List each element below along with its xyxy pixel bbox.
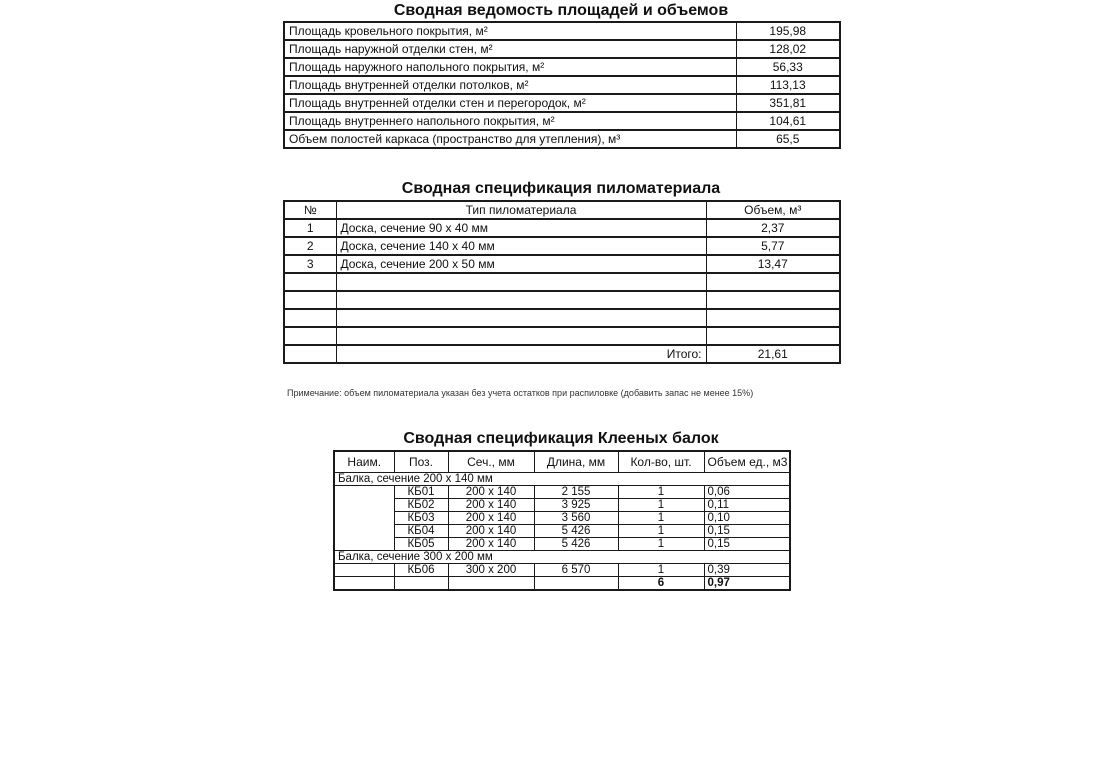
length-cell: 5 426 — [534, 537, 618, 550]
pos-header-cell: Поз. — [394, 451, 448, 472]
qty-header-cell: Кол-во, шт. — [618, 451, 704, 472]
empty-cell — [334, 576, 394, 590]
empty-cell — [336, 273, 706, 291]
pos-cell: КБ06 — [394, 563, 448, 576]
empty-row — [284, 291, 840, 309]
section-cell: 200 х 140 — [448, 524, 534, 537]
length-cell: 6 570 — [534, 563, 618, 576]
pos-cell: КБ03 — [394, 511, 448, 524]
area-value-cell: 104,61 — [736, 112, 840, 130]
group-header-row — [334, 472, 790, 485]
name-cell — [334, 485, 394, 550]
beams-table-title: Сводная спецификация Клееных балок — [403, 430, 719, 447]
pos-cell: КБ02 — [394, 498, 448, 511]
area-value-cell: 128,02 — [736, 40, 840, 58]
unit-volume-cell: 0,10 — [704, 511, 790, 524]
pos-cell: КБ01 — [394, 485, 448, 498]
table-row — [284, 237, 840, 255]
unit-volume-header-cell: Объем ед., м3 — [704, 451, 790, 472]
section-header-cell: Сеч., мм — [448, 451, 534, 472]
name-cell — [334, 563, 394, 576]
section-cell: 300 х 200 — [448, 563, 534, 576]
section-cell: 200 х 140 — [448, 485, 534, 498]
total-row — [284, 345, 840, 363]
row-num-cell: 2 — [284, 237, 336, 255]
table-row — [284, 76, 840, 94]
pos-cell: КБ04 — [394, 524, 448, 537]
volume-cell: 2,37 — [706, 219, 840, 237]
table-row — [284, 112, 840, 130]
total-row — [334, 576, 790, 590]
group-header-cell: Балка, сечение 300 х 200 мм — [334, 550, 790, 563]
empty-row — [284, 309, 840, 327]
empty-row — [284, 273, 840, 291]
table-row — [284, 219, 840, 237]
group-header-row — [334, 550, 790, 563]
num-header-cell: № — [284, 201, 336, 219]
type-header-cell: Тип пиломатериала — [336, 201, 706, 219]
header-row — [284, 201, 840, 219]
section-cell: 200 х 140 — [448, 537, 534, 550]
empty-cell — [706, 291, 840, 309]
section-cell: 200 х 140 — [448, 511, 534, 524]
volume-cell: 5,77 — [706, 237, 840, 255]
empty-cell — [336, 291, 706, 309]
area-name-cell: Площадь внутренней отделки потолков, м² — [284, 76, 736, 94]
section-cell: 200 х 140 — [448, 498, 534, 511]
length-cell: 2 155 — [534, 485, 618, 498]
empty-cell — [534, 576, 618, 590]
length-cell: 3 925 — [534, 498, 618, 511]
area-name-cell: Объем полостей каркаса (пространство для утепления), м³ — [284, 130, 736, 148]
empty-cell — [706, 309, 840, 327]
beams-table — [333, 450, 791, 591]
empty-cell — [284, 291, 336, 309]
table-row — [334, 485, 790, 498]
area-value-cell: 56,33 — [736, 58, 840, 76]
table-row — [284, 255, 840, 273]
table-row — [334, 498, 790, 511]
unit-volume-cell: 0,11 — [704, 498, 790, 511]
table-row — [334, 511, 790, 524]
table-row — [284, 22, 840, 40]
length-cell: 5 426 — [534, 524, 618, 537]
qty-cell: 1 — [618, 563, 704, 576]
empty-cell — [284, 327, 336, 345]
unit-volume-cell: 0,06 — [704, 485, 790, 498]
name-header-cell: Наим. — [334, 451, 394, 472]
empty-cell — [706, 327, 840, 345]
table-row — [284, 94, 840, 112]
volume-cell: 13,47 — [706, 255, 840, 273]
volume-header-cell: Объем, м³ — [706, 201, 840, 219]
row-num-cell: 1 — [284, 219, 336, 237]
empty-cell — [284, 345, 336, 363]
table-row — [284, 130, 840, 148]
area-name-cell: Площадь внутренней отделки стен и перегородок, м² — [284, 94, 736, 112]
areas-table — [283, 21, 841, 149]
area-value-cell: 65,5 — [736, 130, 840, 148]
qty-cell: 1 — [618, 498, 704, 511]
total-qty-cell: 6 — [618, 576, 704, 590]
lumber-note: Примечание: объем пиломатериала указан без учета остатков при распиловке (добавить запас не менее 15%) — [287, 388, 754, 398]
lumber-type-cell: Доска, сечение 200 х 50 мм — [336, 255, 706, 273]
total-volume-cell: 0,97 — [704, 576, 790, 590]
qty-cell: 1 — [618, 524, 704, 537]
area-name-cell: Площадь внутреннего напольного покрытия, м² — [284, 112, 736, 130]
unit-volume-cell: 0,39 — [704, 563, 790, 576]
unit-volume-cell: 0,15 — [704, 537, 790, 550]
length-cell: 3 560 — [534, 511, 618, 524]
table-row — [284, 40, 840, 58]
unit-volume-cell: 0,15 — [704, 524, 790, 537]
length-header-cell: Длина, мм — [534, 451, 618, 472]
header-row — [334, 451, 790, 472]
qty-cell: 1 — [618, 511, 704, 524]
total-label-cell: Итого: — [336, 345, 706, 363]
lumber-type-cell: Доска, сечение 90 х 40 мм — [336, 219, 706, 237]
empty-cell — [706, 273, 840, 291]
total-value-cell: 21,61 — [706, 345, 840, 363]
table-row — [334, 563, 790, 576]
areas-table-title: Сводная ведомость площадей и объемов — [393, 2, 729, 19]
area-name-cell: Площадь наружного напольного покрытия, м² — [284, 58, 736, 76]
empty-cell — [394, 576, 448, 590]
area-value-cell: 351,81 — [736, 94, 840, 112]
lumber-table — [283, 200, 841, 364]
group-header-cell: Балка, сечение 200 х 140 мм — [334, 472, 790, 485]
qty-cell: 1 — [618, 537, 704, 550]
empty-cell — [336, 309, 706, 327]
empty-cell — [336, 327, 706, 345]
empty-cell — [284, 273, 336, 291]
lumber-table-title: Сводная спецификация пиломатериала — [401, 180, 721, 197]
table-row — [284, 58, 840, 76]
area-name-cell: Площадь наружной отделки стен, м² — [284, 40, 736, 58]
area-name-cell: Площадь кровельного покрытия, м² — [284, 22, 736, 40]
pos-cell: КБ05 — [394, 537, 448, 550]
table-row — [334, 537, 790, 550]
lumber-type-cell: Доска, сечение 140 х 40 мм — [336, 237, 706, 255]
area-value-cell: 113,13 — [736, 76, 840, 94]
empty-cell — [284, 309, 336, 327]
table-row — [334, 524, 790, 537]
area-value-cell: 195,98 — [736, 22, 840, 40]
row-num-cell: 3 — [284, 255, 336, 273]
empty-cell — [448, 576, 534, 590]
empty-row — [284, 327, 840, 345]
qty-cell: 1 — [618, 485, 704, 498]
